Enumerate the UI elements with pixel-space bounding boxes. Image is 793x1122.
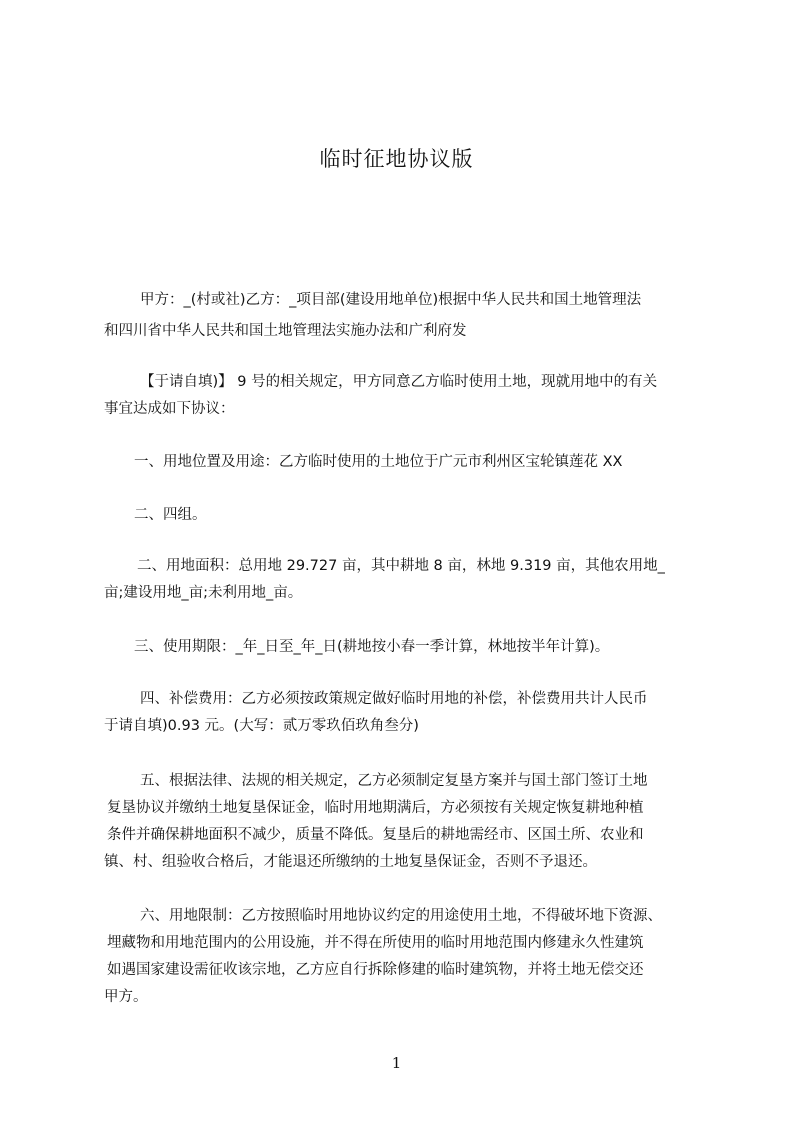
text-line: 镇、村、组验收合格后，才能退还所缴纳的土地复垦保证金，否则不予退还。 [104, 854, 597, 870]
document-title: 临时征地协议版 [319, 147, 474, 171]
page-number: 1 [391, 1054, 402, 1072]
text-line: 和四川省中华人民共和国土地管理法实施办法和广利府发 [104, 323, 467, 339]
text-line: 四、补偿费用：乙方必须按政策规定做好临时用地的补偿，补偿费用共计人民币 [140, 691, 648, 707]
text-line: 甲方。 [104, 989, 148, 1005]
text-line: 埋藏物和用地范围内的公用设施，并不得在所使用的临时用地范围内修建永久性建筑 [107, 935, 644, 951]
text-line: 于请自填)0.93 元。(大写：贰万零玖佰玖角叁分) [104, 718, 419, 734]
text-line: 事宜达成如下协议： [104, 401, 235, 417]
text-line: 五、根据法律、法规的相关规定，乙方必须制定复垦方案并与国土部门签订土地 [140, 773, 648, 789]
text-line: 三、使用期限：_年_日至_年_日(耕地按小春一季计算，林地按半年计算)。 [134, 639, 610, 655]
text-line: 二、四组。 [134, 507, 207, 523]
text-line: 亩;建设用地_亩;未利用地_亩。 [104, 585, 303, 601]
text-line: 一、用地位置及用途：乙方临时使用的土地位于广元市利州区宝轮镇莲花 XX [134, 454, 623, 470]
text-line: 【于请自填)】 9 号的相关规定，甲方同意乙方临时使用土地，现就用地中的有关 [140, 374, 658, 390]
text-line: 条件并确保耕地面积不减少，质量不降低。复垦后的耕地需经市、区国土所、农业和 [107, 827, 644, 843]
text-line: 六、用地限制：乙方按照临时用地协议约定的用途使用土地，不得破坏地下资源、 [140, 908, 662, 924]
text-line: 甲方：_(村或社)乙方：_项目部(建设用地单位)根据中华人民共和国土地管理法 [140, 292, 642, 308]
text-line: 如遇国家建设需征收该宗地，乙方应自行拆除修建的临时建筑物，并将土地无偿交还 [107, 962, 644, 978]
text-line: 二、用地面积：总用地 29.727 亩，其中耕地 8 亩，林地 9.319 亩，其他农用地_ [137, 558, 665, 574]
text-line: 复垦协议并缴纳土地复垦保证金，临时用地期满后，方必须按有关规定恢复耕地种植 [107, 800, 644, 816]
